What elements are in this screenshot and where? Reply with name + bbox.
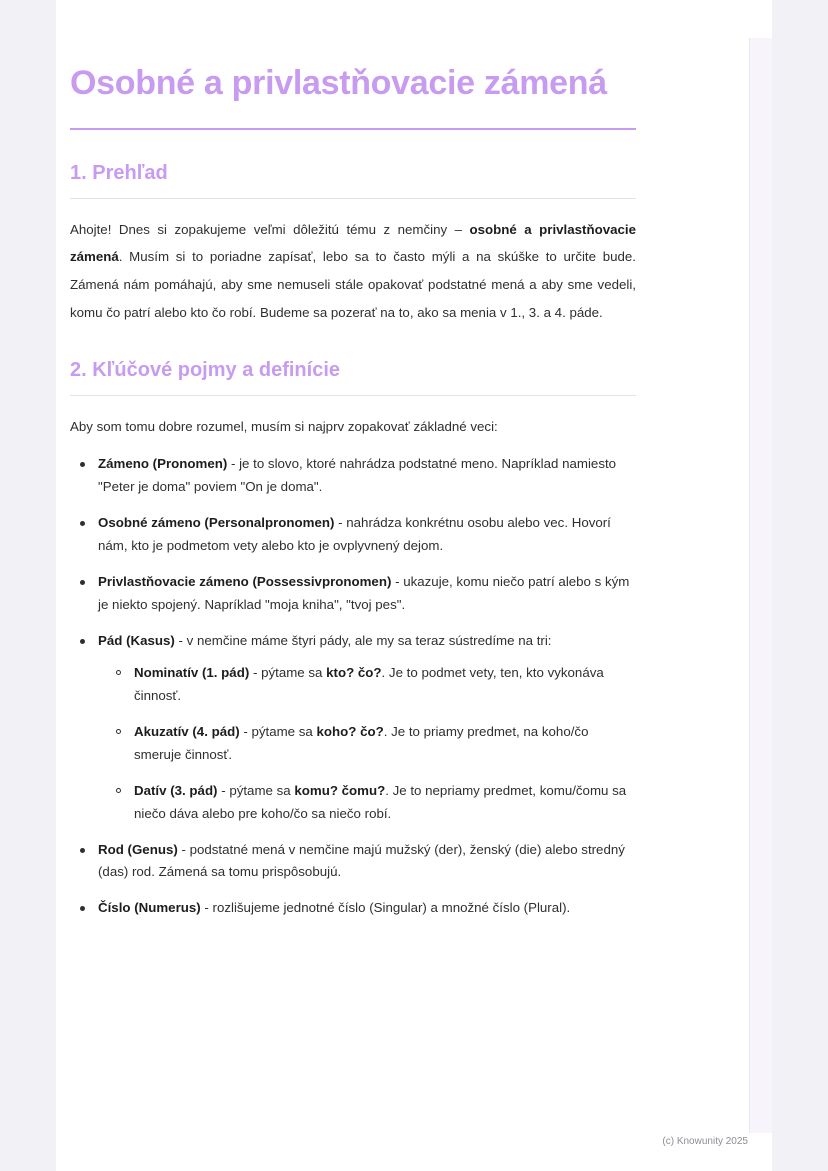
section-divider-key-terms — [70, 395, 636, 396]
list-item-text: Datív (3. pád) - pýtame sa komu? čomu?. Je to nepriamy predmet, komu/čomu sa niečo dáva alebo pre koho/čo sa niečo robí. — [134, 782, 627, 821]
list-item — [90, 512, 636, 558]
section-heading-key-terms: 2. Kľúčové pojmy a definície — [70, 359, 341, 382]
list-item — [90, 839, 636, 885]
title-divider — [70, 128, 636, 130]
list-item — [90, 630, 636, 826]
key-terms-list — [70, 453, 636, 920]
list-item-text: Zámeno (Pronomen) - je to slovo, ktoré nahrádza podstatné meno. Napríklad namiesto "Peter je doma" poviem "On je doma". — [98, 456, 617, 495]
page-side-strip — [749, 38, 772, 1133]
cases-sublist — [98, 662, 636, 825]
list-item-text: Číslo (Numerus) - rozlišujeme jednotné číslo (Singular) a množné číslo (Plural). — [98, 900, 571, 916]
document-content — [70, 62, 636, 920]
list-item-text: Akuzatív (4. pád) - pýtame sa koho? čo?. Je to priamy predmet, na koho/čo smeruje činnosť. — [134, 724, 589, 763]
copyright-footer: (c) Knowunity 2025 — [662, 1136, 748, 1147]
section-divider-overview — [70, 198, 636, 199]
key-terms-lead: Aby som tomu dobre rozumel, musím si najprv zopakovať základné veci: — [70, 419, 498, 435]
list-item — [90, 897, 636, 920]
list-item — [90, 453, 636, 499]
list-item — [126, 662, 636, 708]
list-item-text: Privlastňovacie zámeno (Possessivpronomen) - ukazuje, komu niečo patrí alebo s kým je niekto spojený. Napríklad "moja kniha", "tvoj pes". — [98, 573, 630, 612]
page-title: Osobné a privlastňovacie zámená — [70, 64, 607, 102]
list-item — [90, 571, 636, 617]
overview-paragraph: Ahojte! Dnes si zopakujeme veľmi dôležitú tému z nemčiny – osobné a privlastňovacie zámená. Musím si to poriadne zapísať, lebo sa to často mýli a na skúške to určite bude. Zámená nám pomáhajú, aby sme nemuseli stále opakovať podstatné mená a aby sme vedeli, komu čo patrí alebo kto čo robí. Budeme sa pozerať na to, ako sa menia v 1., 3. a 4. páde. — [70, 221, 636, 321]
list-item — [126, 780, 636, 826]
list-item — [126, 721, 636, 767]
list-item-text: Pád (Kasus) - v nemčine máme štyri pády, ale my sa teraz sústredíme na tri: — [98, 632, 552, 648]
document-page — [56, 0, 772, 1171]
section-heading-overview: 1. Prehľad — [70, 161, 168, 184]
list-item-text: Rod (Genus) - podstatné mená v nemčine majú mužský (der), ženský (die) alebo stredný (das) rod. Zámená sa tomu prispôsobujú. — [98, 841, 625, 880]
list-item-text: Nominatív (1. pád) - pýtame sa kto? čo?. Je to podmet vety, ten, kto vykonáva činnosť. — [134, 665, 604, 704]
list-item-text: Osobné zámeno (Personalpronomen) - nahrádza konkrétnu osobu alebo vec. Hovorí nám, kto je podmetom vety alebo kto je ovplyvnený dejom. — [98, 515, 611, 554]
